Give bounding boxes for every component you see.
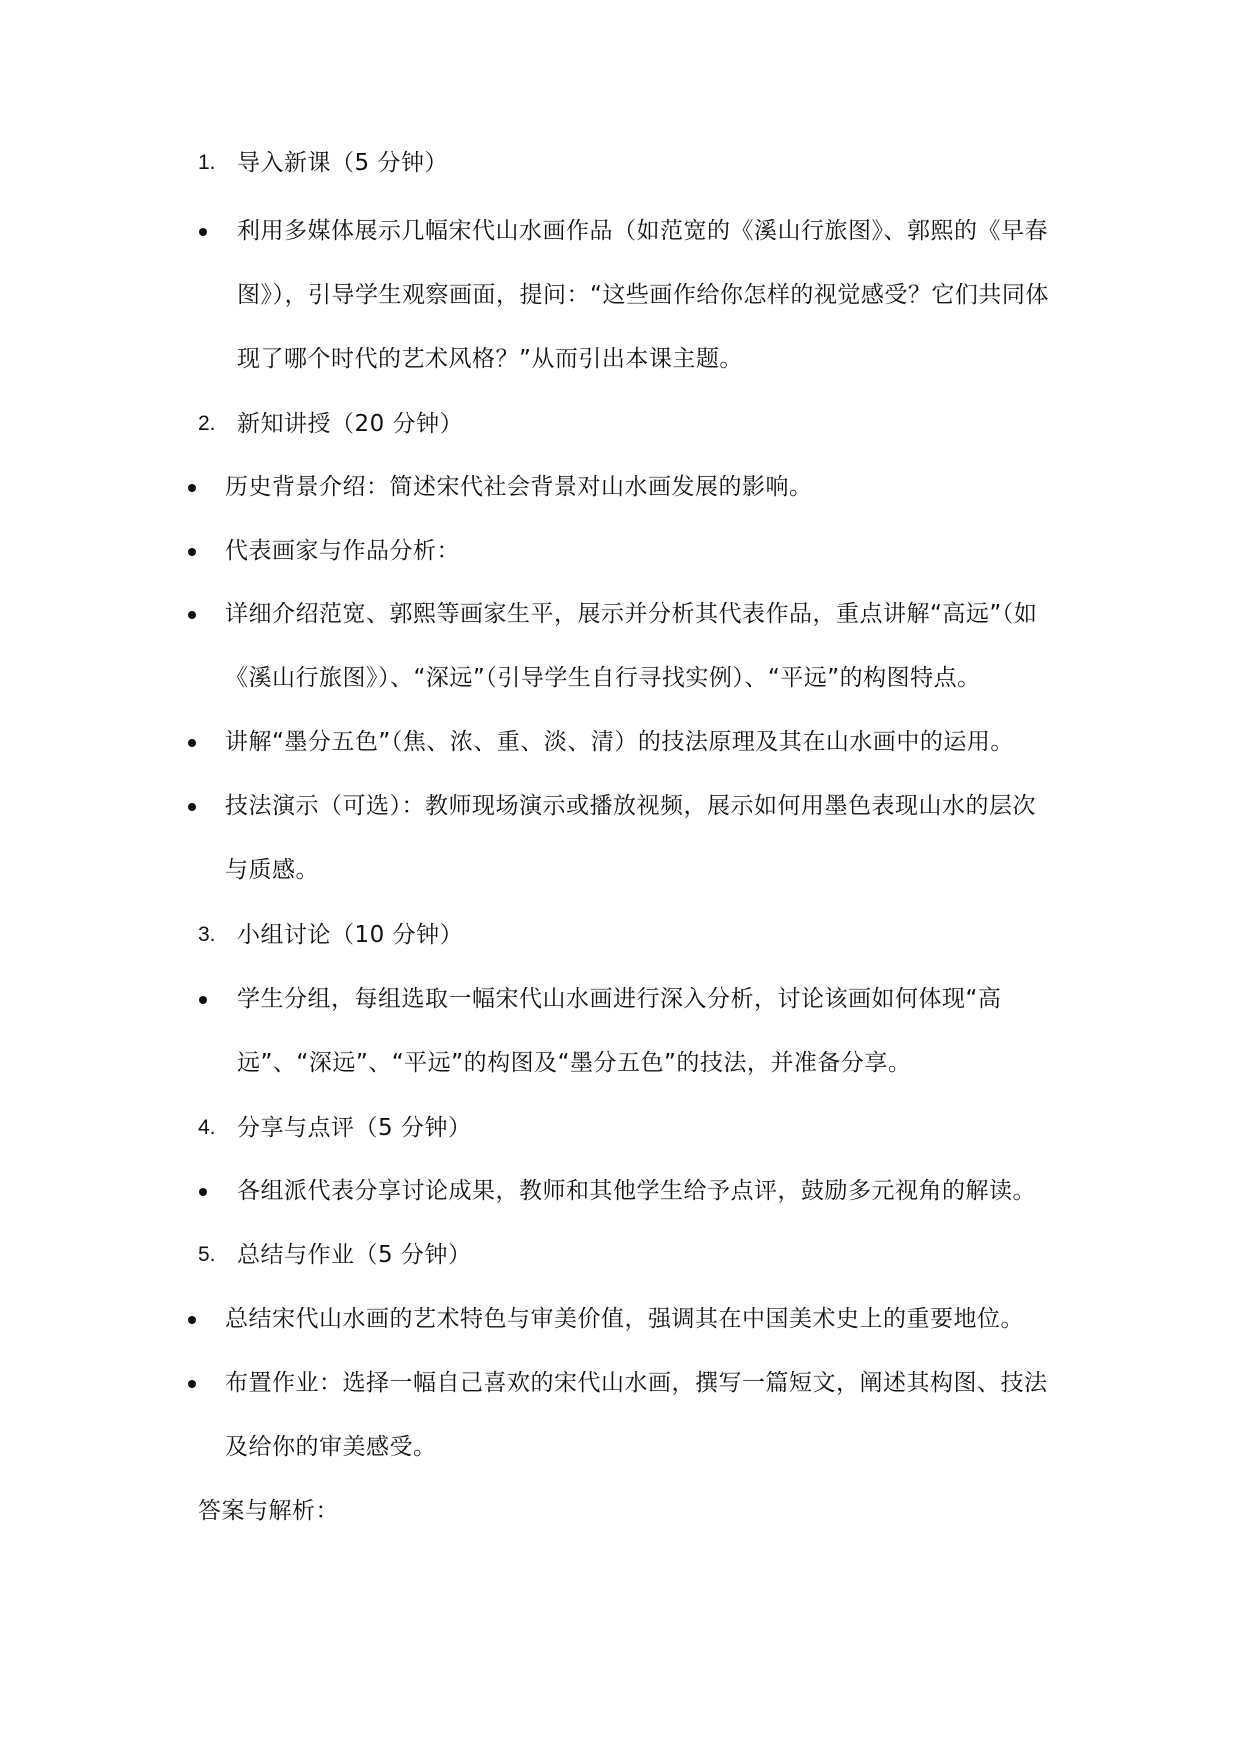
paragraph-line: 与质感。 [225,857,319,883]
paragraph-line: 利用多媒体展示几幅宋代山水画作品（如范宽的《溪山行旅图》、郭熙的《早春 [237,218,1048,244]
bullet-dot-icon [188,1316,196,1324]
section-heading: 导入新课（5 分钟） [237,150,448,176]
paragraph-line: 远”、“深远”、“平远”的构图及“墨分五色”的技法，并准备分享。 [237,1050,912,1076]
section-heading: 小组讨论（10 分钟） [237,922,464,948]
paragraph-line: 现了哪个时代的艺术风格？”从而引出本课主题。 [237,346,743,372]
paragraph-line: 讲解“墨分五色”（焦、浓、重、淡、清）的技法原理及其在山水画中的运用。 [225,729,1014,755]
section-number: 5. [198,1243,216,1266]
bullet-dot-icon [188,1380,196,1388]
section-number: 4. [198,1116,216,1139]
bullet-dot-icon [188,548,196,556]
bullet-dot-icon [199,996,207,1004]
paragraph-line: 总结宋代山水画的艺术特色与审美价值，强调其在中国美术史上的重要地位。 [225,1306,1024,1332]
paragraph-line: 《溪山行旅图》）、“深远”（引导学生自行寻找实例）、“平远”的构图特点。 [225,665,981,691]
section-number: 3. [198,923,216,946]
bullet-dot-icon [199,1188,207,1196]
bullet-dot-icon [188,611,196,619]
section-heading: 总结与作业（5 分钟） [237,1242,472,1268]
paragraph-line: 图》），引导学生观察画面，提问：“这些画作给你怎样的视觉感受？它们共同体 [237,282,1049,308]
bullet-dot-icon [188,739,196,747]
section-number: 1. [198,151,216,174]
paragraph-line: 各组派代表分享讨论成果，教师和其他学生给予点评，鼓励多元视角的解读。 [237,1178,1036,1204]
bullet-dot-icon [188,803,196,811]
section-heading: 分享与点评（5 分钟） [237,1115,472,1141]
paragraph-line: 技法演示（可选）：教师现场演示或播放视频，展示如何用墨色表现山水的层次 [225,793,1036,819]
answer-heading: 答案与解析： [198,1498,339,1524]
section-heading: 新知讲授（20 分钟） [237,411,464,437]
bullet-dot-icon [199,228,207,236]
paragraph-line: 代表画家与作品分析： [225,538,460,564]
bullet-dot-icon [188,484,196,492]
paragraph-line: 详细介绍范宽、郭熙等画家生平，展示并分析其代表作品，重点讲解“高远”（如 [225,601,1038,627]
paragraph-line: 布置作业：选择一幅自己喜欢的宋代山水画，撰写一篇短文，阐述其构图、技法 [225,1370,1048,1396]
paragraph-line: 及给你的审美感受。 [225,1434,437,1460]
paragraph-line: 历史背景介绍：简述宋代社会背景对山水画发展的影响。 [225,474,813,500]
section-number: 2. [198,412,216,435]
paragraph-line: 学生分组，每组选取一幅宋代山水画进行深入分析，讨论该画如何体现“高 [237,986,1002,1012]
